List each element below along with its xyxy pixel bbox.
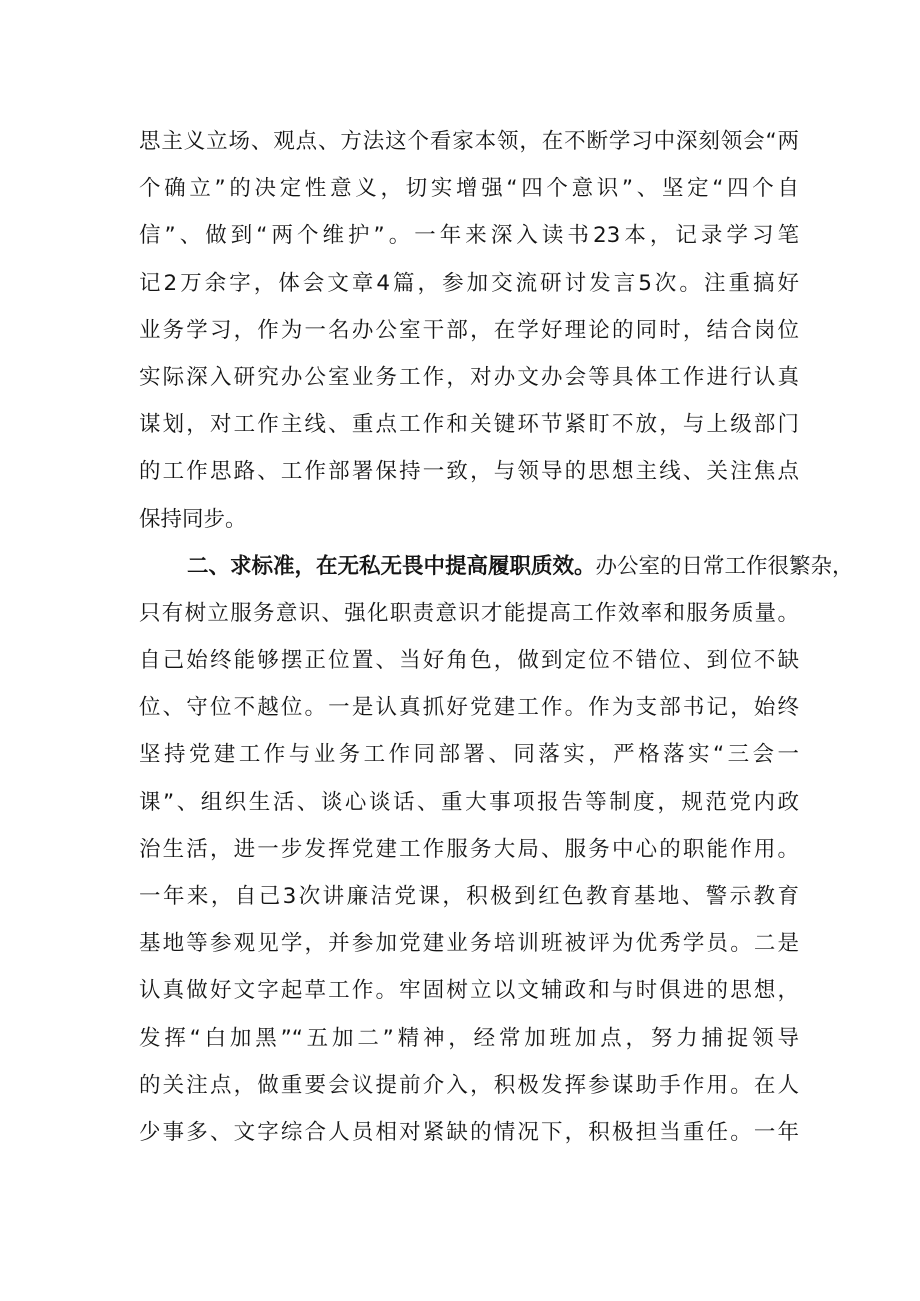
paragraph-line: 一年来，自己3次讲廉洁党课，积极到红色教育基地、警示教育 bbox=[139, 884, 799, 909]
paragraph-line: 的关注点，做重要会议提前介入，积极发挥参谋助手作用。在人 bbox=[139, 1072, 799, 1098]
paragraph-line: 治生活，进一步发挥党建工作服务大局、服务中心的职能作用。 bbox=[139, 836, 799, 862]
paragraph-line: 业务学习，作为一名办公室干部，在学好理论的同时，结合岗位 bbox=[139, 317, 799, 343]
paragraph-line: 保持同步。 bbox=[139, 506, 247, 532]
paragraph-line: 的工作思路、工作部署保持一致，与领导的思想主线、关注焦点 bbox=[139, 459, 799, 485]
section-heading: 二、求标准，在无私无畏中提高履职质效。 bbox=[187, 553, 596, 579]
paragraph-line: 只有树立服务意识、强化职责意识才能提高工作效率和服务质量。 bbox=[139, 600, 799, 626]
section-first-line bbox=[139, 543, 854, 590]
paragraph-line: 思主义立场、观点、方法这个看家本领，在不断学习中深刻领会“两 bbox=[139, 129, 799, 154]
paragraph-line: 少事多、文字综合人员相对紧缺的情况下，积极担当重任。一年 bbox=[139, 1119, 799, 1145]
paragraph-line: 发挥“白加黑”“五加二”精神，经常加班加点，努力捕捉领导 bbox=[139, 1025, 799, 1051]
paragraph-line: 课”、组织生活、谈心谈话、重大事项报告等制度，规范党内政 bbox=[139, 789, 799, 815]
paragraph-line: 坚持党建工作与业务工作同部署、同落实，严格落实“三会一 bbox=[139, 742, 799, 768]
paragraph-line: 谋划，对工作主线、重点工作和关键环节紧盯不放，与上级部门 bbox=[139, 412, 799, 438]
paragraph-line: 记2万余字，体会文章4篇，参加交流研讨发言5次。注重搞好 bbox=[139, 270, 799, 296]
paragraph-line: 自己始终能够摆正位置、当好角色，做到定位不错位、到位不缺 bbox=[139, 648, 799, 674]
section-heading-continuation: 办公室的日常工作很繁杂， bbox=[595, 553, 854, 579]
paragraph-line: 基地等参观见学，并参加党建业务培训班被评为优秀学员。二是 bbox=[139, 931, 799, 957]
paragraph-line: 个确立”的决定性意义，切实增强“四个意识”、坚定“四个自 bbox=[139, 176, 799, 202]
paragraph-line: 信”、做到“两个维护”。一年来深入读书23本，记录学习笔 bbox=[139, 223, 799, 249]
paragraph-line: 认真做好文字起草工作。牢固树立以文辅政和与时俱进的思想， bbox=[139, 978, 799, 1004]
paragraph-line: 实际深入研究办公室业务工作，对办文办会等具体工作进行认真 bbox=[139, 364, 799, 390]
document-body bbox=[139, 118, 854, 1156]
paragraph-line: 位、守位不越位。一是认真抓好党建工作。作为支部书记，始终 bbox=[139, 695, 799, 721]
